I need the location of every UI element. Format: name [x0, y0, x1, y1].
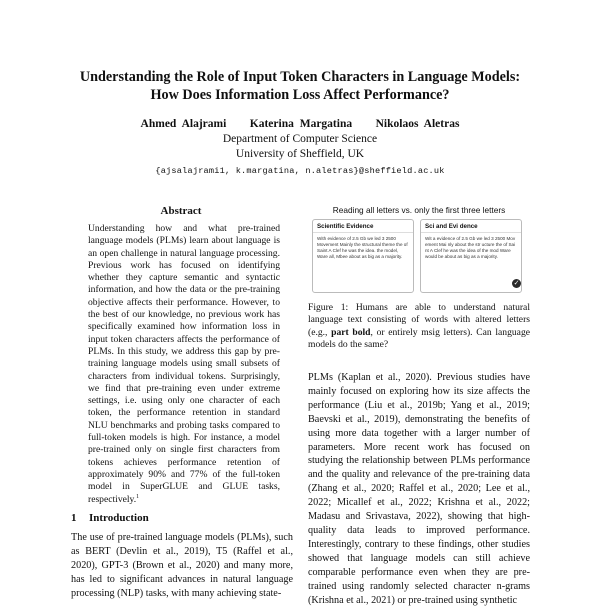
panel-text: With evidence of 2.5 Gb we led 3 2500 Movement Mainly the structural theme the of Saint A Clef he was the idea. the model, Ware all, Mbee about as big as a majority.: [317, 236, 408, 259]
abstract-text: Understanding how and what pre-trained language models (PLMs) learn about language is an open challenge in natural language processing. Previous work has focused on identifying whether they capture semantic and syntactic information, and how the data or the pre-training objective affects their performance. However, to the best of our knowledge, no previous work has specifically examined how information loss in input token characters affects the performance of PLMs. In this study, we address this gap by pre-training language models using small subsets of characters from individual tokens. Surprisingly, we find that pre-training even under extreme settings, i.e. using only one character of each token, the performance retention in standard NLU benchmarks and probing tasks compared to full-token models is high. For instance, a model pre-trained only on single first characters from tokens achieves performance retention of approximately 90% and 77% of the full-token model in SuperGLUE and GLUE tasks, respectively.: [88, 223, 280, 505]
footnote-mark[interactable]: 1: [136, 493, 140, 500]
figure-title: Reading all letters vs. only the first three letters: [332, 205, 506, 215]
paper-title: [40, 68, 560, 104]
panel-heading: Scientific Evidence: [313, 220, 413, 233]
university: University of Sheffield, UK: [235, 148, 365, 160]
panel-heading: Sci and Evi dence: [421, 220, 521, 233]
intro-text: The use of pre-trained language models (PLMs), such as BERT (Devlin et al., 2019), T5 (Raffel et al., 2020), GPT-3 (Brown et al., 2020) and many more, has led to significant advances in natural language processing (NLP) tasks, with many achieving state-: [71, 532, 293, 599]
caption-prefix: Figure 1: Humans are able to understand natural language text consisting of words with altered letters (e.g.,: [308, 302, 530, 338]
author-emails: {ajsalajrami1, k.margatina, n.aletras}@sheffield.ac.uk: [155, 166, 445, 176]
department: Department of Computer Science: [222, 133, 378, 145]
title-line-1: Understanding the Role of Input Token Characters in Language Models:: [79, 69, 521, 85]
figure-panel-full-letters: [312, 219, 414, 293]
section-number: 1: [71, 512, 77, 524]
author-block: [40, 117, 560, 179]
section-heading: [71, 512, 149, 524]
right-column-text: PLMs (Kaplan et al., 2020). Previous studies have mainly focused on exploring how its size affects the performance (Liu et al., 2019b; Yang et al., 2019; Baevski et al., 2019), demonstrating the benefits of using more data together with a larger number of parameters. More recent work has focused on studying the relationship between PLMs performance and the quality and relevance of the pre-training data (Zhang et al., 2020; Raffel et al., 2020; Lee et al., 2022; Micallef et al., 2022; Krishna et al., 2022; Madasu and Srivastava, 2022), showing that high-quality data leads to improved performance. Interestingly, contrary to these findings, other studies showed that language models can still achieve comparable performance even when they are pre-trained using randomly selected character n-grams (Krishna et al., 2021) or pre-trained using synthetic: [308, 372, 530, 606]
check-icon: ✓: [513, 279, 520, 287]
caption-suffix: , or entirely msig letters). Can language models do the same?: [308, 326, 531, 351]
panel-text: Wit a evidence of 2.5 Gb we led 3 2500 Mov ement Mai nly about the str ucture the of Sai nt A Clef he was the idea of the mod Ware would be about as big as a majority.: [425, 236, 516, 259]
section-title: Introduction: [89, 512, 149, 524]
title-line-2: How Does Information Loss Affect Performance?: [150, 87, 450, 103]
abstract-body: [88, 223, 280, 506]
caption-bold: part bold: [331, 326, 371, 338]
abstract-heading: Abstract: [160, 205, 202, 217]
figure-1: [308, 205, 530, 295]
author-names: Ahmed Alajrami Katerina Margatina Nikolaos Aletras: [140, 118, 460, 130]
figure-caption: [308, 302, 530, 352]
figure-panel-first-three-letters: [420, 219, 522, 293]
